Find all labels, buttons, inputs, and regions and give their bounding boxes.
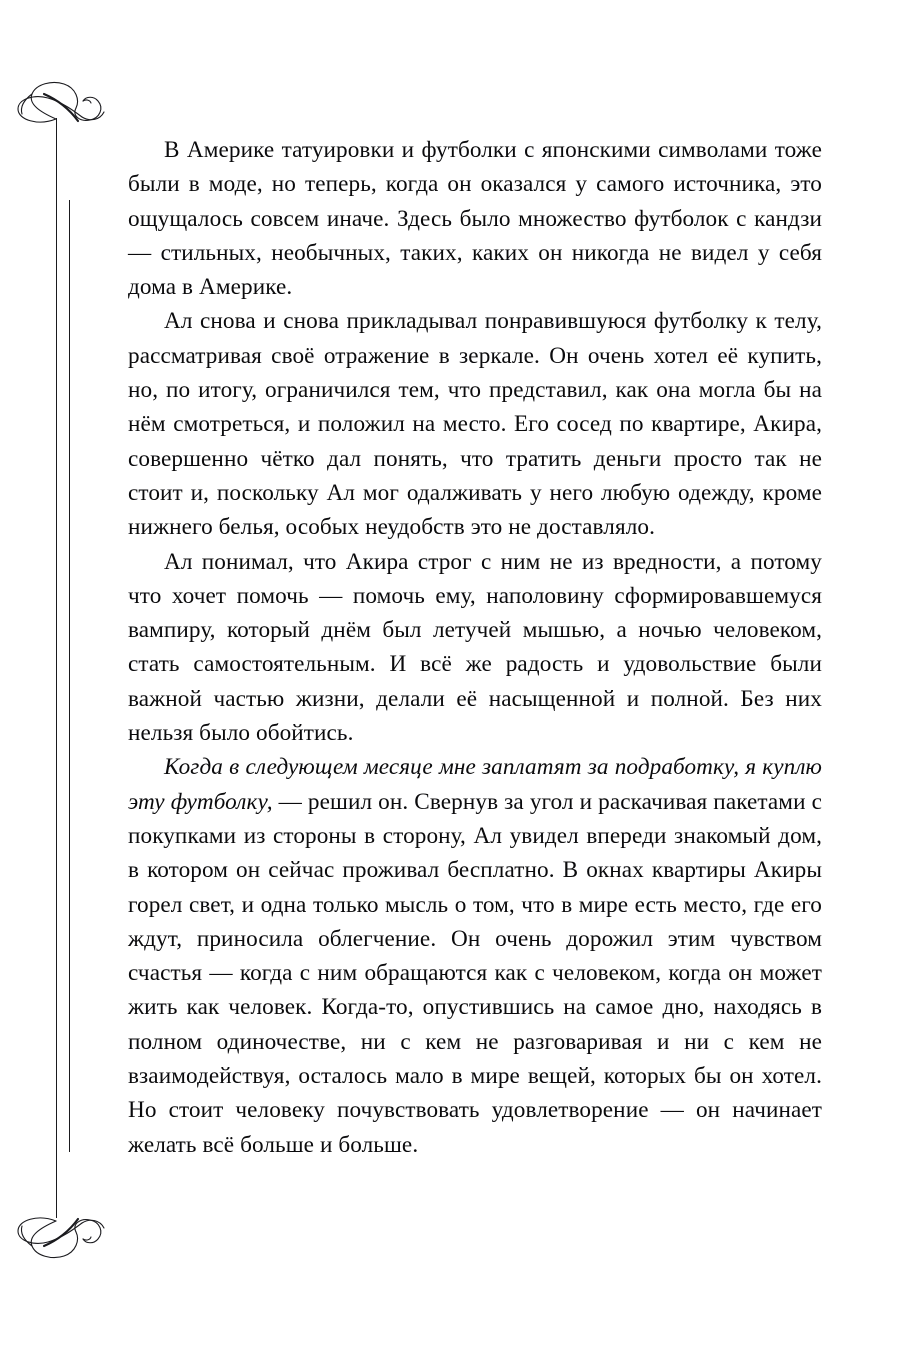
paragraph-run-italic: Когда в следующем месяце мне заплатят за подработку, я куплю эту футболку,	[128, 754, 822, 815]
vertical-rule-inner	[69, 200, 70, 1152]
paragraph	[128, 750, 822, 1162]
paragraph	[128, 133, 822, 304]
paragraph	[128, 304, 822, 544]
paragraph-run: Ал снова и снова прикладывал понравившуюся футболку к телу, рассматривая своё отражение в зеркале. Он очень хотел её купить, но, по итогу, ограничился тем, что представил, как она могла бы на нём смотреться, и положил на место. Его сосед по квартире, Акира, совершенно чётко дал понять, что тратить деньги просто так не стоит и, поскольку Ал мог одалживать у него любую одежду, кроме нижнего белья, особых неудобств это не доставляло.	[128, 308, 822, 541]
paragraph-run: В Америке татуировки и футболки с японскими символами тоже были в моде, но теперь, когда он оказался у самого источника, это ощущалось совсем иначе. Здесь было множество футболок с кандзи — стильных, необычных, таких, каких он никогда не видел у себя дома в Америке.	[128, 137, 822, 301]
paragraph-run: Ал понимал, что Акира строг с ним не из вредности, а потому что хочет помочь — помочь ему, наполовину сформировавшемуся вампиру, который днём был летучей мышью, а ночью человеком, стать самостоятельным. И всё же радость и удовольствие были важной частью жизни, делали её насыщенной и полной. Без них нельзя было обойтись.	[128, 548, 822, 747]
vertical-rule-outer	[56, 118, 57, 1218]
flourish-top-ornament-icon	[10, 74, 120, 132]
paragraph-run: — решил он. Свернув за угол и раскачивая пакетами с покупками из стороны в сторону, Ал увидел впереди знакомый дом, в котором он сейчас проживал бесплатно. В окнах квартиры Акиры горел свет, и одна только мысль о том, что в мире есть место, где его ждут, приносила облегчение. Он очень дорожил этим чувством счастья — когда с ним обращаются как с человеком, когда он может жить как человек. Когда-то, опустившись на самое дно, находясь в полном одиночестве, ни с кем не разговаривая и ни с кем не взаимодействуя, осталось мало в мире вещей, которых бы он хотел. Но стоит человеку почувствовать удовлетворение — он начинает желать всё больше и больше.	[128, 788, 822, 1158]
paragraph	[128, 545, 822, 751]
body-text-column	[128, 133, 822, 1162]
flourish-bottom-ornament-icon	[10, 1208, 120, 1266]
